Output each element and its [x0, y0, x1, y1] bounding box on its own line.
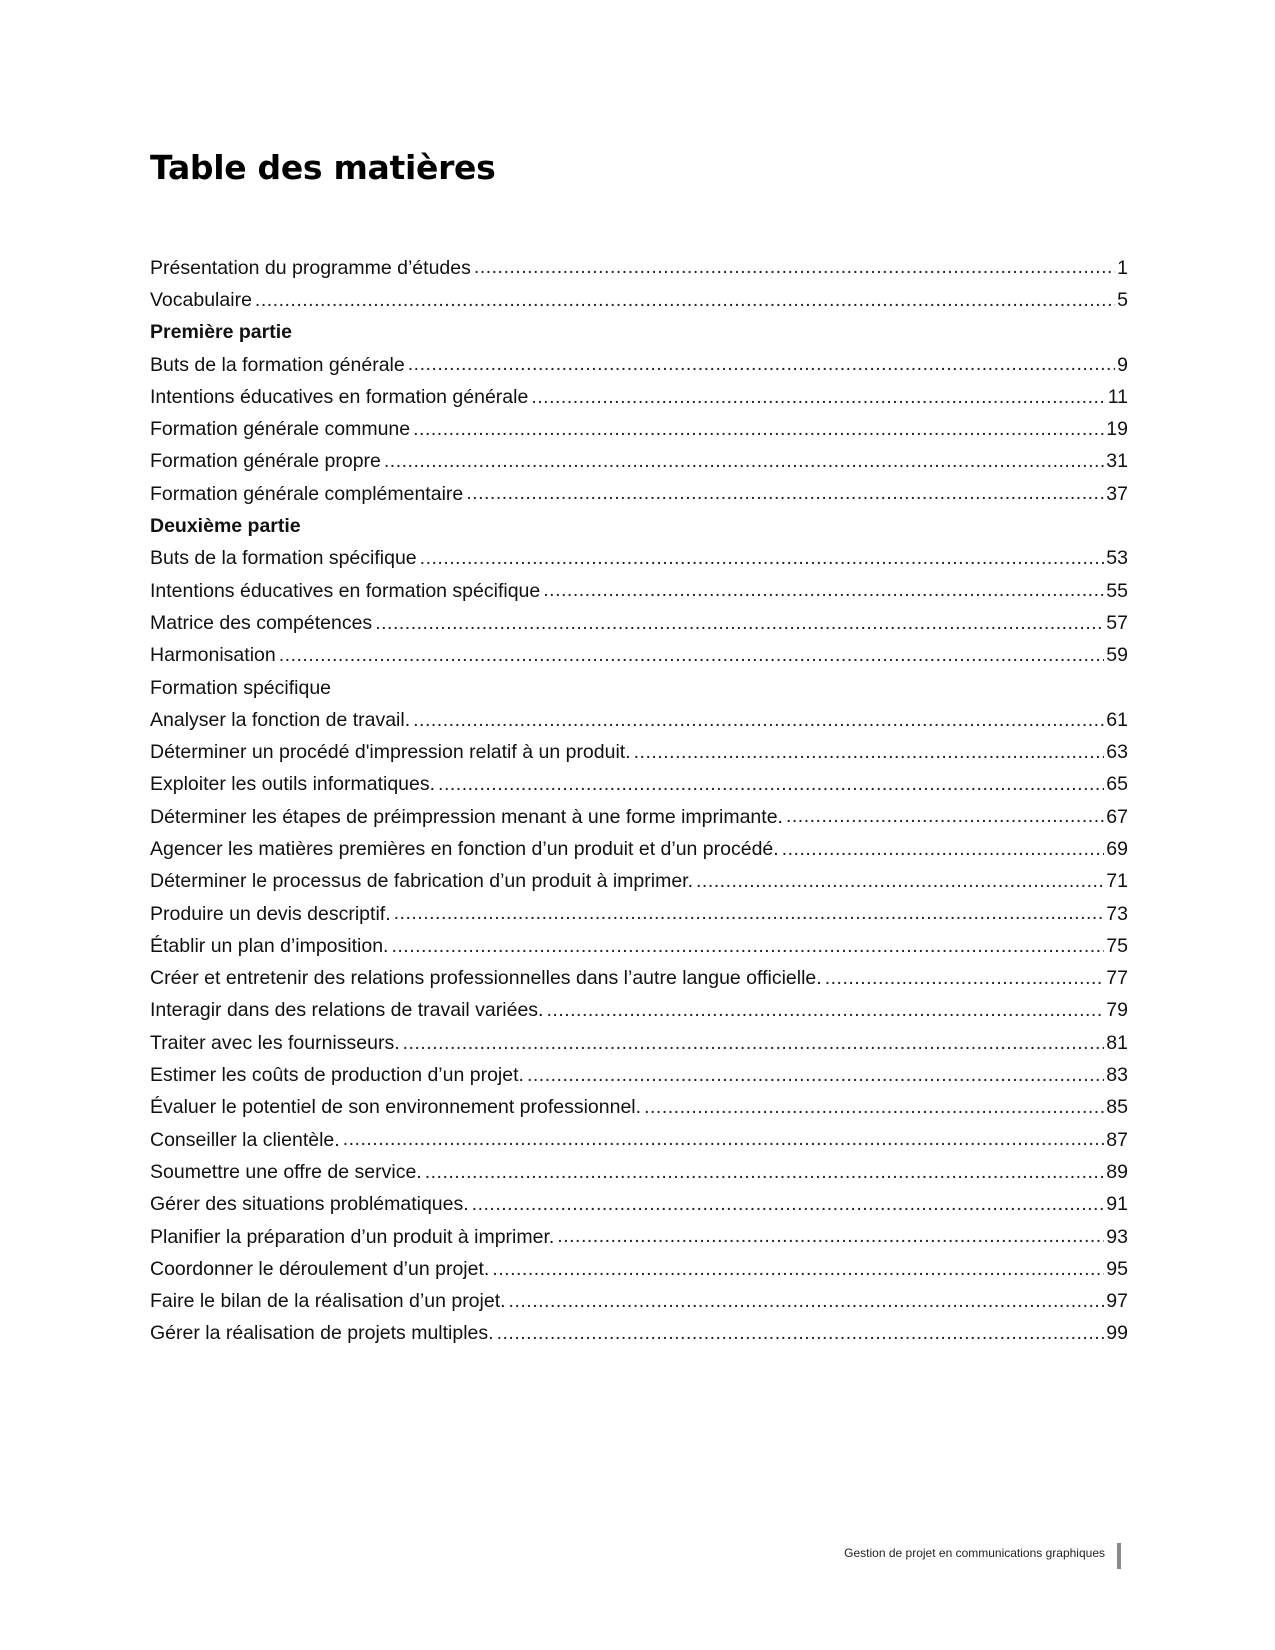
toc-entry-title: Coordonner le déroulement d’un projet. [150, 1257, 490, 1280]
toc-entry-title: Formation générale commune [150, 418, 411, 441]
toc-dot-leader [343, 1130, 1105, 1150]
toc-page-number: 79 [1106, 999, 1128, 1022]
toc-dot-leader [509, 1292, 1105, 1312]
toc-entry-title: Intentions éducatives en formation générale [150, 385, 529, 408]
toc-page-number: 81 [1106, 1031, 1128, 1054]
toc-page-number: 73 [1106, 902, 1128, 925]
toc-page-number: 59 [1106, 644, 1128, 667]
footer-divider-bar [1117, 1543, 1121, 1569]
toc-entry[interactable] [150, 769, 1128, 801]
toc-entry[interactable] [150, 1059, 1128, 1091]
toc-entry[interactable] [150, 478, 1128, 510]
toc-page-number: 77 [1106, 967, 1128, 990]
toc-page-number: 9 [1117, 353, 1128, 376]
toc-dot-leader [466, 484, 1104, 504]
toc-entry-title: Formation générale complémentaire [150, 482, 464, 505]
toc-page-number: 67 [1106, 805, 1128, 828]
toc-entry[interactable] [150, 252, 1128, 284]
toc-section-heading [150, 317, 1128, 349]
toc-dot-leader [420, 549, 1105, 569]
toc-page-number: 31 [1106, 450, 1128, 473]
toc-entry[interactable] [150, 349, 1128, 381]
toc-page-number: 93 [1106, 1225, 1128, 1248]
toc-entry-title: Déterminer le processus de fabrication d’un produit à imprimer. [150, 870, 694, 893]
toc-dot-leader [543, 581, 1104, 601]
toc-dot-leader [384, 452, 1104, 472]
toc-entry-title: Formation générale propre [150, 450, 381, 473]
toc-entry-title: Soumettre une offre de service. [150, 1160, 422, 1183]
toc-entry-title: Traiter avec les fournisseurs. [150, 1031, 400, 1054]
toc-dot-leader [391, 937, 1104, 957]
toc-entry[interactable] [150, 1156, 1128, 1188]
toc-entry-title: Créer et entretenir des relations professionnelles dans l’autre langue officielle. [150, 967, 822, 990]
toc-entry[interactable] [150, 1124, 1128, 1156]
toc-page-number: 75 [1106, 934, 1128, 957]
toc-dot-leader [413, 711, 1104, 731]
toc-page-number: 99 [1106, 1322, 1128, 1345]
toc-entry[interactable] [150, 866, 1128, 898]
toc-dot-leader [644, 1098, 1104, 1118]
toc-page-number: 89 [1106, 1160, 1128, 1183]
toc-entry-title: Conseiller la clientèle. [150, 1128, 340, 1151]
toc-dot-leader [531, 388, 1105, 408]
toc-dot-leader [438, 775, 1104, 795]
toc-section-heading [150, 510, 1128, 542]
toc-page-number: 71 [1106, 870, 1128, 893]
toc-entry-title: Harmonisation [150, 644, 276, 667]
toc-entry-title: Estimer les coûts de production d’un projet. [150, 1064, 524, 1087]
toc-dot-leader [786, 807, 1104, 827]
toc-entry-title: Déterminer les étapes de préimpression menant à une forme imprimante. [150, 805, 783, 828]
page-title: Table des matières [150, 148, 496, 187]
toc-entry-title: Vocabulaire [150, 288, 252, 311]
toc-page-number: 19 [1106, 418, 1128, 441]
toc-entry-title: Interagir dans des relations de travail variées. [150, 999, 544, 1022]
toc-page-number: 97 [1106, 1290, 1128, 1313]
toc-dot-leader [825, 969, 1105, 989]
toc-entry-title: Gérer des situations problématiques. [150, 1193, 469, 1216]
toc-page-number: 11 [1107, 385, 1128, 408]
toc-page-number: 55 [1106, 579, 1128, 602]
toc-entry[interactable] [150, 801, 1128, 833]
toc-dot-leader [782, 840, 1105, 860]
toc-page-number: 57 [1106, 611, 1128, 634]
table-of-contents [150, 252, 1128, 1350]
toc-dot-leader [546, 1001, 1104, 1021]
toc-dot-leader [394, 904, 1105, 924]
toc-entry[interactable] [150, 736, 1128, 768]
toc-entry-title: Présentation du programme d’études [150, 256, 471, 279]
toc-page-number: 91 [1106, 1193, 1128, 1216]
toc-entry[interactable] [150, 833, 1128, 865]
footer-program-title: Gestion de projet en communications graphiques [844, 1546, 1105, 1560]
toc-entry[interactable] [150, 1189, 1128, 1221]
toc-dot-leader [472, 1195, 1105, 1215]
toc-dot-leader [408, 355, 1115, 375]
toc-page-number: 37 [1106, 482, 1128, 505]
toc-entry-title: Intentions éducatives en formation spécifique [150, 579, 541, 602]
toc-dot-leader [696, 872, 1104, 892]
toc-page-number: 5 [1117, 288, 1128, 311]
toc-entry-title: Matrice des compétences [150, 611, 373, 634]
toc-page-number: 65 [1106, 773, 1128, 796]
toc-entry-title: Analyser la fonction de travail. [150, 708, 411, 731]
toc-entry-title: Deuxième partie [150, 515, 301, 538]
toc-entry[interactable] [150, 1221, 1128, 1253]
toc-entry[interactable] [150, 995, 1128, 1027]
toc-page-number: 61 [1106, 708, 1128, 731]
toc-entry[interactable] [150, 284, 1128, 316]
toc-dot-leader [492, 1260, 1104, 1280]
toc-entry[interactable] [150, 381, 1128, 413]
toc-dot-leader [413, 420, 1104, 440]
toc-entry-title: Première partie [150, 321, 292, 344]
toc-entry-title: Gérer la réalisation de projets multiples. [150, 1322, 494, 1345]
toc-page-number: 53 [1106, 547, 1128, 570]
toc-entry-title: Formation spécifique [150, 676, 332, 699]
toc-entry[interactable] [150, 1027, 1128, 1059]
toc-entry[interactable] [150, 543, 1128, 575]
toc-entry[interactable] [150, 640, 1128, 672]
toc-dot-leader [425, 1163, 1105, 1183]
toc-subheading [150, 672, 1128, 704]
toc-entry-title: Faire le bilan de la réalisation d’un projet. [150, 1290, 506, 1313]
toc-page-number: 63 [1106, 741, 1128, 764]
toc-entry[interactable] [150, 446, 1128, 478]
toc-dot-leader [527, 1066, 1104, 1086]
toc-entry[interactable] [150, 963, 1128, 995]
toc-dot-leader [557, 1227, 1104, 1247]
toc-entry-title: Évaluer le potentiel de son environnement professionnel. [150, 1096, 642, 1119]
toc-entry-title: Planifier la préparation d’un produit à imprimer. [150, 1225, 555, 1248]
toc-dot-leader [279, 646, 1105, 666]
toc-dot-leader [634, 743, 1105, 763]
toc-dot-leader [375, 614, 1104, 634]
toc-entry-title: Produire un devis descriptif. [150, 902, 391, 925]
toc-entry[interactable] [150, 1253, 1128, 1285]
toc-page-number: 87 [1106, 1128, 1128, 1151]
toc-page-number: 85 [1106, 1096, 1128, 1119]
toc-page-number: 1 [1117, 256, 1128, 279]
toc-dot-leader [497, 1324, 1105, 1344]
toc-entry[interactable] [150, 413, 1128, 445]
toc-entry[interactable] [150, 930, 1128, 962]
toc-dot-leader [403, 1034, 1105, 1054]
toc-page-number: 95 [1106, 1257, 1128, 1280]
toc-entry[interactable] [150, 1092, 1128, 1124]
toc-entry-title: Établir un plan d’imposition. [150, 934, 389, 957]
toc-entry[interactable] [150, 1318, 1128, 1350]
toc-page-number: 69 [1106, 837, 1128, 860]
toc-entry-title: Buts de la formation générale [150, 353, 405, 376]
toc-entry[interactable] [150, 1286, 1128, 1318]
toc-entry-title: Exploiter les outils informatiques. [150, 773, 436, 796]
toc-dot-leader [255, 291, 1115, 311]
toc-entry[interactable] [150, 575, 1128, 607]
toc-dot-leader [474, 258, 1115, 278]
toc-entry-title: Buts de la formation spécifique [150, 547, 417, 570]
toc-page-number: 83 [1106, 1064, 1128, 1087]
toc-entry[interactable] [150, 898, 1128, 930]
toc-entry-title: Agencer les matières premières en fonction d’un produit et d’un procédé. [150, 837, 779, 860]
toc-entry-title: Déterminer un procédé d'impression relatif à un produit. [150, 741, 631, 764]
toc-entry[interactable] [150, 607, 1128, 639]
toc-entry[interactable] [150, 704, 1128, 736]
